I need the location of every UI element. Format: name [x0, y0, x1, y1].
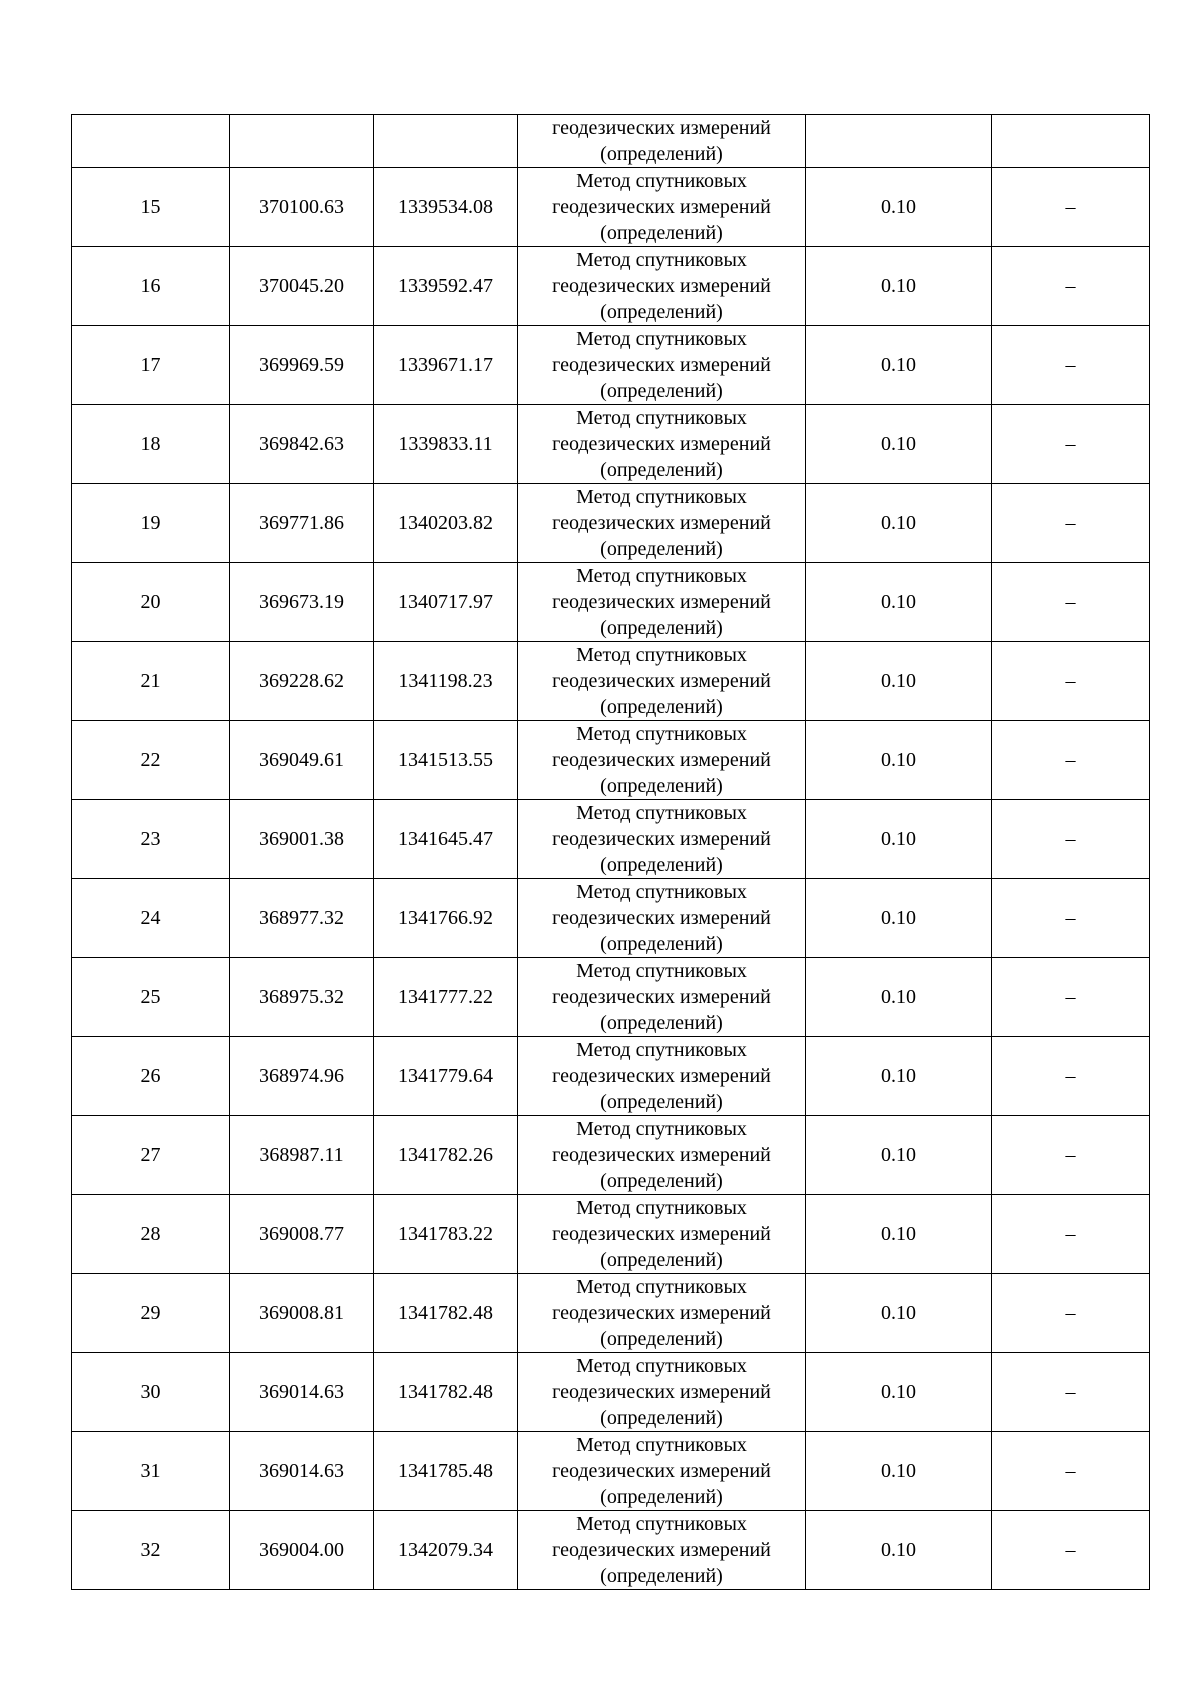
method-line: (определений)	[600, 1328, 723, 1350]
accuracy-cell: 0.10	[806, 1037, 992, 1116]
method-line: (определений)	[600, 1249, 723, 1271]
method-line: Метод спутниковых	[576, 1434, 747, 1456]
method-line: геодезических измерений	[552, 196, 771, 218]
x-coordinate-cell: 369673.19	[230, 563, 374, 642]
x-coordinate-cell: 369049.61	[230, 721, 374, 800]
table-row	[72, 958, 1150, 1037]
y-coordinate-cell: 1340717.97	[374, 563, 518, 642]
point-number-cell: 30	[72, 1353, 230, 1432]
table-row	[72, 879, 1150, 958]
method-line: Метод спутниковых	[576, 1039, 747, 1061]
point-number-cell: 32	[72, 1511, 230, 1590]
table-row	[72, 721, 1150, 800]
method-line: Метод спутниковых	[576, 249, 747, 271]
x-coordinate-cell: 369008.77	[230, 1195, 374, 1274]
y-coordinate-cell: 1339833.11	[374, 405, 518, 484]
method-line: (определений)	[600, 1486, 723, 1508]
note-cell: –	[992, 958, 1150, 1037]
method-line: (определений)	[600, 538, 723, 560]
accuracy-cell: 0.10	[806, 642, 992, 721]
method-cell	[518, 247, 806, 326]
table-row	[72, 1511, 1150, 1590]
method-line: геодезических измерений	[552, 354, 771, 376]
point-number-cell: 23	[72, 800, 230, 879]
method-cell	[518, 484, 806, 563]
accuracy-cell: 0.10	[806, 405, 992, 484]
method-cell	[518, 958, 806, 1037]
point-number-cell: 24	[72, 879, 230, 958]
method-line: Метод спутниковых	[576, 1513, 747, 1535]
method-line: (определений)	[600, 775, 723, 797]
point-number-cell: 28	[72, 1195, 230, 1274]
table-row	[72, 405, 1150, 484]
method-cell	[518, 1037, 806, 1116]
method-line: геодезических измерений	[552, 1539, 771, 1561]
note-cell: –	[992, 405, 1150, 484]
method-line: (определений)	[600, 1565, 723, 1587]
x-coordinate-cell: 368975.32	[230, 958, 374, 1037]
note-cell: –	[992, 1195, 1150, 1274]
note-cell: –	[992, 484, 1150, 563]
method-line: (определений)	[600, 380, 723, 402]
method-line: геодезических измерений	[552, 907, 771, 929]
accuracy-cell: 0.10	[806, 1116, 992, 1195]
method-line: Метод спутниковых	[576, 1276, 747, 1298]
method-cell	[518, 1195, 806, 1274]
y-coordinate-cell: 1339534.08	[374, 168, 518, 247]
x-coordinate-cell: 369842.63	[230, 405, 374, 484]
accuracy-cell: 0.10	[806, 247, 992, 326]
method-cell	[518, 721, 806, 800]
method-cell	[518, 115, 806, 168]
table-row	[72, 1037, 1150, 1116]
x-coordinate-cell: 369014.63	[230, 1353, 374, 1432]
accuracy-cell: 0.10	[806, 1432, 992, 1511]
accuracy-cell: 0.10	[806, 484, 992, 563]
method-line: геодезических измерений	[552, 1460, 771, 1482]
point-number-cell: 26	[72, 1037, 230, 1116]
method-line: геодезических измерений	[552, 1381, 771, 1403]
y-coordinate-cell: 1341782.26	[374, 1116, 518, 1195]
y-coordinate-cell: 1341513.55	[374, 721, 518, 800]
accuracy-cell: 0.10	[806, 563, 992, 642]
method-line: (определений)	[600, 459, 723, 481]
method-line: Метод спутниковых	[576, 486, 747, 508]
coordinates-table	[71, 114, 1150, 1590]
method-line: геодезических измерений	[552, 749, 771, 771]
accuracy-cell: 0.10	[806, 1353, 992, 1432]
note-cell	[992, 115, 1150, 168]
method-line: геодезических измерений	[552, 275, 771, 297]
method-cell	[518, 1353, 806, 1432]
method-line: Метод спутниковых	[576, 802, 747, 824]
accuracy-cell	[806, 115, 992, 168]
method-line: (определений)	[600, 1012, 723, 1034]
note-cell: –	[992, 1116, 1150, 1195]
y-coordinate-cell	[374, 115, 518, 168]
y-coordinate-cell: 1341777.22	[374, 958, 518, 1037]
note-cell: –	[992, 1432, 1150, 1511]
x-coordinate-cell: 370100.63	[230, 168, 374, 247]
table-row	[72, 563, 1150, 642]
point-number-cell: 29	[72, 1274, 230, 1353]
method-line: Метод спутниковых	[576, 328, 747, 350]
method-cell	[518, 642, 806, 721]
method-cell	[518, 1274, 806, 1353]
point-number-cell: 31	[72, 1432, 230, 1511]
note-cell: –	[992, 326, 1150, 405]
table-row	[72, 247, 1150, 326]
y-coordinate-cell: 1341782.48	[374, 1353, 518, 1432]
table-row	[72, 1432, 1150, 1511]
y-coordinate-cell: 1340203.82	[374, 484, 518, 563]
table-row	[72, 1274, 1150, 1353]
method-cell	[518, 405, 806, 484]
point-number-cell: 15	[72, 168, 230, 247]
table-row	[72, 484, 1150, 563]
method-line: геодезических измерений	[552, 591, 771, 613]
x-coordinate-cell	[230, 115, 374, 168]
note-cell: –	[992, 247, 1150, 326]
method-line: Метод спутниковых	[576, 1355, 747, 1377]
accuracy-cell: 0.10	[806, 800, 992, 879]
method-line: (определений)	[600, 301, 723, 323]
point-number-cell: 17	[72, 326, 230, 405]
y-coordinate-cell: 1341785.48	[374, 1432, 518, 1511]
point-number-cell: 20	[72, 563, 230, 642]
method-line: геодезических измерений	[552, 433, 771, 455]
note-cell: –	[992, 563, 1150, 642]
x-coordinate-cell: 368977.32	[230, 879, 374, 958]
y-coordinate-cell: 1339592.47	[374, 247, 518, 326]
method-line: (определений)	[600, 617, 723, 639]
accuracy-cell: 0.10	[806, 721, 992, 800]
method-line: (определений)	[600, 933, 723, 955]
method-cell	[518, 879, 806, 958]
method-line: геодезических измерений	[552, 512, 771, 534]
method-line: (определений)	[600, 854, 723, 876]
point-number-cell: 18	[72, 405, 230, 484]
method-line: геодезических измерений	[552, 1144, 771, 1166]
method-line: (определений)	[600, 696, 723, 718]
table-row	[72, 800, 1150, 879]
point-number-cell: 19	[72, 484, 230, 563]
accuracy-cell: 0.10	[806, 958, 992, 1037]
method-line: Метод спутниковых	[576, 1118, 747, 1140]
table-row	[72, 642, 1150, 721]
method-line: Метод спутниковых	[576, 723, 747, 745]
x-coordinate-cell: 368987.11	[230, 1116, 374, 1195]
method-line: геодезических измерений	[552, 986, 771, 1008]
accuracy-cell: 0.10	[806, 168, 992, 247]
x-coordinate-cell: 369771.86	[230, 484, 374, 563]
x-coordinate-cell: 369004.00	[230, 1511, 374, 1590]
note-cell: –	[992, 1274, 1150, 1353]
y-coordinate-cell: 1342079.34	[374, 1511, 518, 1590]
y-coordinate-cell: 1341766.92	[374, 879, 518, 958]
method-cell	[518, 563, 806, 642]
table-row	[72, 1353, 1150, 1432]
y-coordinate-cell: 1341645.47	[374, 800, 518, 879]
method-line: (определений)	[600, 1170, 723, 1192]
note-cell: –	[992, 1353, 1150, 1432]
table-row	[72, 168, 1150, 247]
x-coordinate-cell: 368974.96	[230, 1037, 374, 1116]
method-line: геодезических измерений	[552, 670, 771, 692]
accuracy-cell: 0.10	[806, 326, 992, 405]
table-row-continuation	[72, 115, 1150, 168]
point-number-cell: 16	[72, 247, 230, 326]
point-number-cell: 22	[72, 721, 230, 800]
method-line: Метод спутниковых	[576, 960, 747, 982]
accuracy-cell: 0.10	[806, 879, 992, 958]
method-line: геодезических измерений	[552, 117, 771, 139]
y-coordinate-cell: 1341782.48	[374, 1274, 518, 1353]
note-cell: –	[992, 721, 1150, 800]
note-cell: –	[992, 168, 1150, 247]
method-line: геодезических измерений	[552, 1223, 771, 1245]
point-number-cell: 21	[72, 642, 230, 721]
method-line: Метод спутниковых	[576, 881, 747, 903]
x-coordinate-cell: 369969.59	[230, 326, 374, 405]
x-coordinate-cell: 369228.62	[230, 642, 374, 721]
note-cell: –	[992, 1511, 1150, 1590]
method-cell	[518, 326, 806, 405]
method-line: (определений)	[600, 222, 723, 244]
method-cell	[518, 800, 806, 879]
method-line: (определений)	[600, 1091, 723, 1113]
method-line: Метод спутниковых	[576, 1197, 747, 1219]
accuracy-cell: 0.10	[806, 1511, 992, 1590]
method-line: (определений)	[600, 1407, 723, 1429]
x-coordinate-cell: 369008.81	[230, 1274, 374, 1353]
note-cell: –	[992, 879, 1150, 958]
point-number-cell: 27	[72, 1116, 230, 1195]
note-cell: –	[992, 1037, 1150, 1116]
x-coordinate-cell: 369001.38	[230, 800, 374, 879]
note-cell: –	[992, 642, 1150, 721]
y-coordinate-cell: 1341779.64	[374, 1037, 518, 1116]
point-number-cell	[72, 115, 230, 168]
method-cell	[518, 1432, 806, 1511]
method-cell	[518, 1511, 806, 1590]
method-line: Метод спутниковых	[576, 407, 747, 429]
y-coordinate-cell: 1341198.23	[374, 642, 518, 721]
method-line: Метод спутниковых	[576, 170, 747, 192]
method-line: (определений)	[600, 143, 723, 165]
method-cell	[518, 1116, 806, 1195]
accuracy-cell: 0.10	[806, 1195, 992, 1274]
method-line: Метод спутниковых	[576, 565, 747, 587]
coordinates-table-body	[72, 115, 1150, 1590]
method-line: геодезических измерений	[552, 828, 771, 850]
accuracy-cell: 0.10	[806, 1274, 992, 1353]
note-cell: –	[992, 800, 1150, 879]
x-coordinate-cell: 369014.63	[230, 1432, 374, 1511]
method-line: Метод спутниковых	[576, 644, 747, 666]
method-cell	[518, 168, 806, 247]
method-line: геодезических измерений	[552, 1302, 771, 1324]
method-line: геодезических измерений	[552, 1065, 771, 1087]
table-row	[72, 1195, 1150, 1274]
y-coordinate-cell: 1341783.22	[374, 1195, 518, 1274]
point-number-cell: 25	[72, 958, 230, 1037]
y-coordinate-cell: 1339671.17	[374, 326, 518, 405]
table-row	[72, 1116, 1150, 1195]
table-row	[72, 326, 1150, 405]
x-coordinate-cell: 370045.20	[230, 247, 374, 326]
